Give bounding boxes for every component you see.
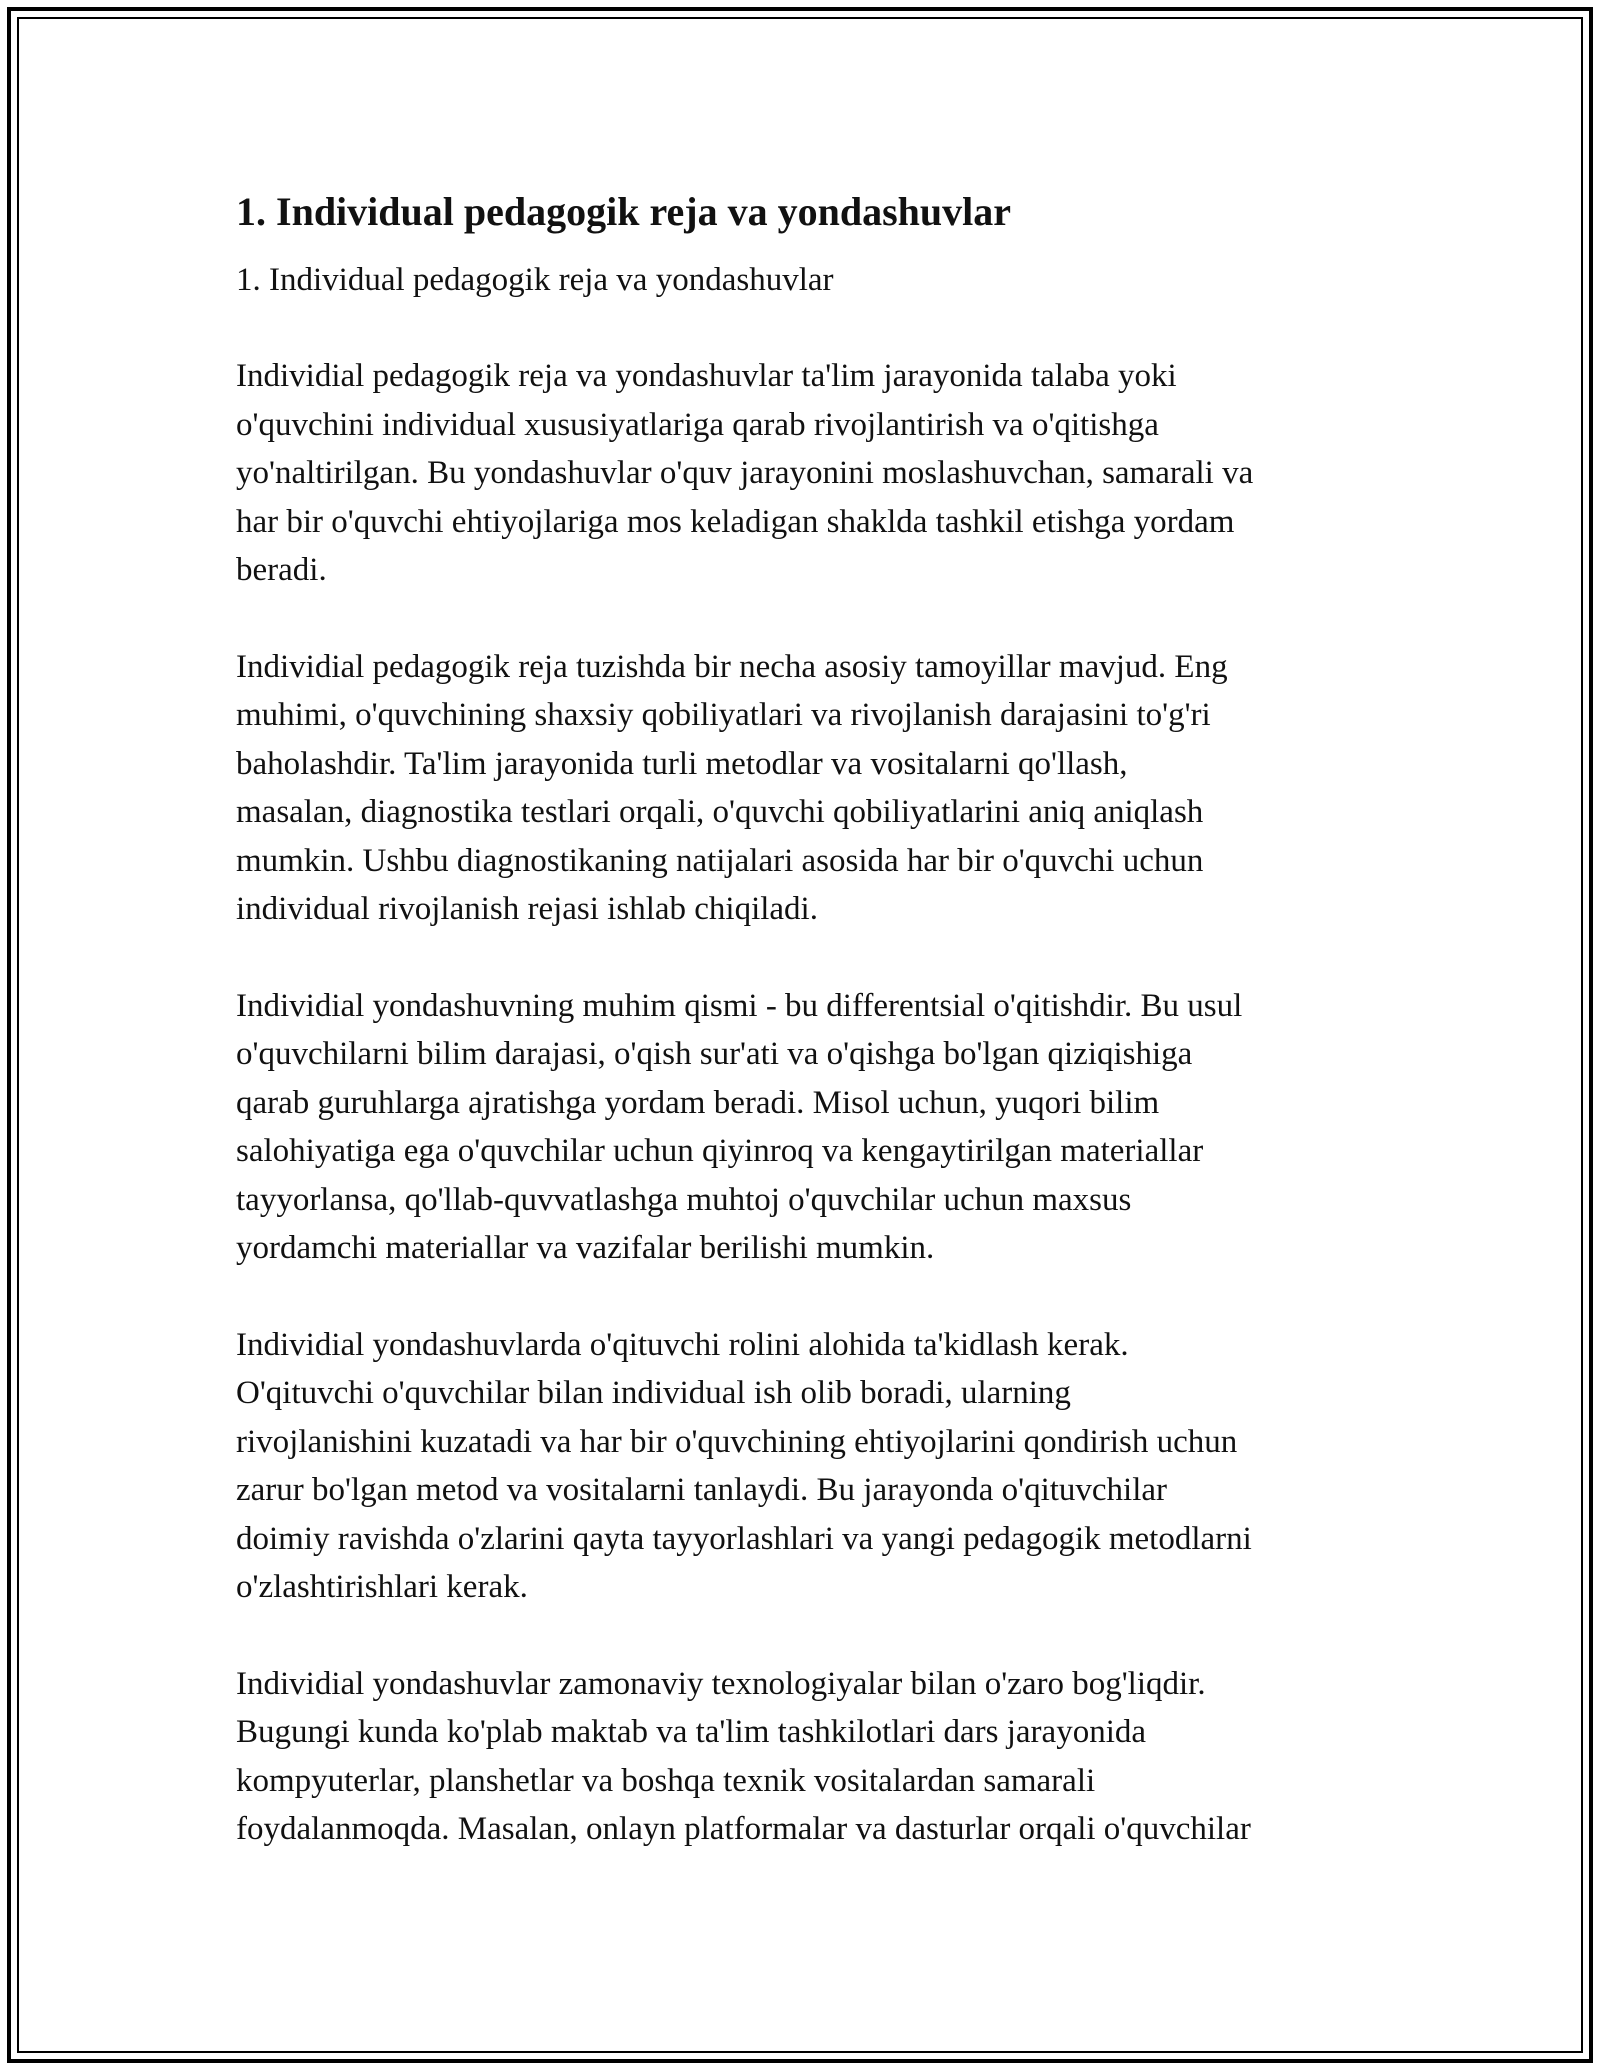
paragraph-line: o'zlashtirishlari kerak. (236, 1569, 528, 1605)
paragraph-line: Individial pedagogik reja va yondashuvlar ta'lim jarayonida talaba yoki (236, 358, 1177, 394)
paragraph-line: Individial yondashuvlar zamonaviy texnologiyalar bilan o'zaro bog'liqdir. (236, 1665, 1206, 1702)
paragraph-line: tayyorlansa, qo'llab-quvvatlashga muhtoj o'quvchilar uchun maxsus (236, 1181, 1132, 1218)
paragraph-line: yo'naltirilgan. Bu yondashuvlar o'quv jarayonini moslashuvchan, samarali va (236, 455, 1254, 491)
paragraph-line: salohiyatiga ega o'quvchilar uchun qiyinroq va kengaytirilgan materiallar (236, 1133, 1204, 1169)
paragraph-5 (236, 1660, 1376, 1854)
paragraph-line: rivojlanishini kuzatadi va har bir o'quvchining ehtiyojlarini qondirish uchun (236, 1423, 1238, 1460)
paragraph-line: o'quvchilarni bilim darajasi, o'qish sur'ati va o'qishga bo'lgan qiziqishiga (236, 1036, 1193, 1072)
paragraph-1 (236, 352, 1376, 595)
paragraph-line: Bugungi kunda ko'plab maktab va ta'lim tashkilotlari dars jarayonida (236, 1714, 1147, 1750)
document-subtitle: 1. Individual pedagogik reja va yondashuvlar (236, 262, 834, 298)
paragraph-2 (236, 643, 1376, 934)
paragraph-line: Individial yondashuvning muhim qismi - bu differentsial o'qitishdir. Bu usul (236, 987, 1243, 1024)
paragraph-line: baholashdir. Ta'lim jarayonida turli metodlar va vositalarni qo'llash, (236, 745, 1128, 782)
paragraph-line: O'qituvchi o'quvchilar bilan individual ish olib boradi, ularning (236, 1375, 1071, 1411)
paragraph-line: zarur bo'lgan metod va vositalarni tanlaydi. Bu jarayonda o'qituvchilar (236, 1472, 1168, 1508)
paragraph-line: masalan, diagnostika testlari orqali, o'quvchi qobiliyatlarini aniq aniqlash (236, 794, 1204, 830)
paragraph-line: muhimi, o'quvchining shaxsiy qobiliyatlari va rivojlanish darajasini to'g'ri (236, 697, 1211, 733)
paragraph-line: individual rivojlanish rejasi ishlab chiqiladi. (236, 891, 818, 927)
paragraph-line: har bir o'quvchi ehtiyojlariga mos keladigan shaklda tashkil etishga yordam (236, 503, 1235, 540)
paragraph-4 (236, 1321, 1376, 1612)
paragraph-3 (236, 982, 1376, 1273)
paragraph-line: Individial pedagogik reja tuzishda bir necha asosiy tamoyillar mavjud. Eng (236, 648, 1228, 685)
paragraph-line: Individial yondashuvlarda o'qituvchi rolini alohida ta'kidlash kerak. (236, 1326, 1129, 1363)
paragraph-line: doimiy ravishda o'zlarini qayta tayyorlashlari va yangi pedagogik metodlarni (236, 1520, 1252, 1557)
paragraph-line: yordamchi materiallar va vazifalar berilishi mumkin. (236, 1230, 935, 1266)
paragraph-line: mumkin. Ushbu diagnostikaning natijalari asosida har bir o'quvchi uchun (236, 842, 1204, 879)
paragraph-line: foydalanmoqda. Masalan, onlayn platformalar va dasturlar orqali o'quvchilar (236, 1811, 1251, 1847)
document-body (236, 186, 1376, 1854)
paragraph-line: o'quvchini individual xususiyatlariga qarab rivojlantirish va o'qitishga (236, 406, 1159, 443)
paragraph-line: kompyuterlar, planshetlar va boshqa texnik vositalardan samarali (236, 1762, 1096, 1799)
document-heading: 1. Individual pedagogik reja va yondashuvlar (236, 189, 1012, 234)
paragraph-line: beradi. (236, 552, 327, 588)
paragraph-line: qarab guruhlarga ajratishga yordam beradi. Misol uchun, yuqori bilim (236, 1084, 1160, 1121)
